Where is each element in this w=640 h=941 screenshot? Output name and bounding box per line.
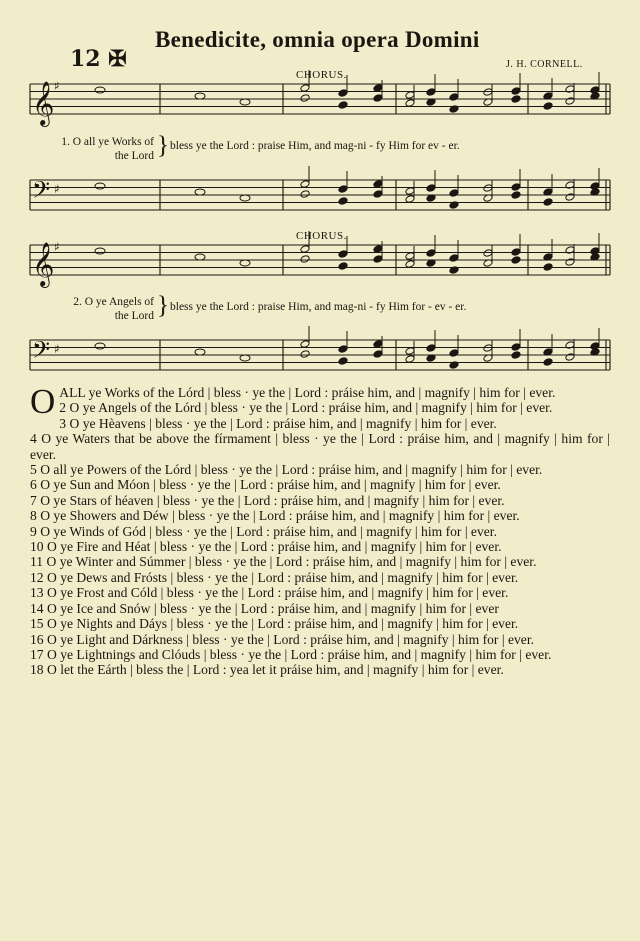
verse-label-1: 1. O all ye Works of the Lord [61, 136, 154, 162]
note-head [240, 195, 250, 201]
note-head [338, 262, 348, 270]
sharp-icon: ♯ [54, 240, 60, 254]
verse-4: 4 O ye Waters that be above the fírmament | bless · ye the | Lord : práise him, and | magnify | him for | ever. [30, 431, 610, 462]
sharp-icon: ♯ [54, 79, 60, 93]
note-head [338, 357, 348, 365]
note-head [300, 190, 310, 198]
note-head [300, 94, 310, 102]
note-head [511, 351, 521, 359]
note-head [511, 191, 521, 199]
note-head [511, 95, 521, 103]
verse-label-2: 2. O ye Angels of the Lord [73, 296, 154, 322]
verse-13: 13 O ye Frost and Cóld | bless · ye the | Lord : práise him, and | magnify | him for | ever. [30, 585, 509, 601]
lyric-line-2: bless ye the Lord : praise Him, and mag-ni - fy Him for - ev - er. [170, 301, 467, 313]
note-head [543, 263, 553, 271]
treble-clef-icon: 𝄞 [32, 81, 55, 125]
verse-16: 16 O ye Light and Dárkness | bless · ye the | Lord : práise him, and | magnify | him for | ever. [30, 631, 534, 647]
hymn-number: 12 ✠ [70, 46, 127, 72]
note-head [95, 87, 105, 93]
note-head [543, 358, 553, 366]
music-score [0, 0, 640, 380]
composer-credit: J. H. CORNELL. [506, 59, 583, 70]
verse-5: 5 O all ye Powers of the Lórd | bless · ye the | Lord : práise him, and | magnify | him for | ever. [30, 462, 543, 478]
note-head [195, 189, 205, 195]
verse-3: 3 O ye Hèavens | bless · ye the | Lord : práise him, and | magnify | him for | ever. [59, 415, 497, 431]
verse-7: 7 O ye Stars of héaven | bless · ye the | Lord : práise him, and | magnify | him for | ever. [30, 492, 505, 508]
note-head [95, 343, 105, 349]
verse-10: 10 O ye Fire and Héat | bless · ye the | Lord : práise him, and | magnify | him for | ever. [30, 539, 502, 555]
chorus-label-1: CHORUS. [296, 69, 347, 81]
lyric-brace-2: } [157, 292, 169, 319]
note-head [338, 197, 348, 205]
note-head [543, 102, 553, 110]
bass-clef-icon: 𝄢 [32, 176, 51, 209]
note-head [511, 256, 521, 264]
note-head [300, 255, 310, 263]
bass-clef-icon: 𝄢 [32, 336, 51, 369]
note-head [543, 198, 553, 206]
sharp-icon: ♯ [54, 182, 60, 196]
sharp-icon: ♯ [54, 342, 60, 356]
verse-2: 2 O ye Angels of the Lórd | bless · ye the | Lord : práise him, and | magnify | him for | ever. [59, 400, 553, 416]
verse-18: 18 O let the Eárth | bless the | Lord : yea let it práise him, and | magnify | him for | ever. [30, 662, 504, 678]
verse-17: 17 O ye Lightnings and Clóuds | bless · ye the | Lord : práise him, and | magnify | him for | ever. [30, 646, 552, 662]
verse-11: 11 O ye Winter and Súmmer | bless · ye the | Lord : práise him, and | magnify | him for | ever. [30, 554, 537, 570]
lyric-line-1: bless ye the Lord : praise Him, and mag-ni - fy Him for ev - er. [170, 140, 460, 152]
note-head [338, 101, 348, 109]
verse-6: 6 O ye Sun and Móon | bless · ye the | Lord : práise him, and | magnify | him for | ever. [30, 477, 501, 493]
hymn-title: Benedicite, omnia opera Domini [155, 27, 480, 52]
note-head [195, 349, 205, 355]
note-head [95, 183, 105, 189]
note-head [240, 355, 250, 361]
verse-14: 14 O ye Ice and Snów | bless · ye the | Lord : práise him, and | magnify | him for | ever [30, 600, 499, 616]
note-head [195, 93, 205, 99]
note-head [300, 350, 310, 358]
verse-1: OALL ye Works of the Lórd | bless · ye the | Lord : práise him, and | magnify | him for | ever. [30, 382, 556, 421]
verse-15: 15 O ye Nights and Dáys | bless · ye the | Lord : práise him, and | magnify | him for | ever. [30, 616, 519, 632]
verse-12: 12 O ye Dews and Frósts | bless · ye the | Lord : práise him, and | magnify | him for | ever. [30, 569, 519, 585]
lyric-brace-1: } [157, 132, 169, 159]
chorus-label-2: CHORUS. [296, 230, 347, 242]
note-head [240, 99, 250, 105]
note-head [240, 260, 250, 266]
psalm-text [30, 382, 610, 678]
note-head [195, 254, 205, 260]
verse-9: 9 O ye Winds of Gód | bless · ye the | Lord : práise him, and | magnify | him for | ever. [30, 523, 497, 539]
treble-clef-icon: 𝄞 [32, 242, 55, 286]
note-head [95, 248, 105, 254]
verse-8: 8 O ye Showers and Déw | bless · ye the | Lord : práise him, and | magnify | him for | ever. [30, 508, 520, 524]
